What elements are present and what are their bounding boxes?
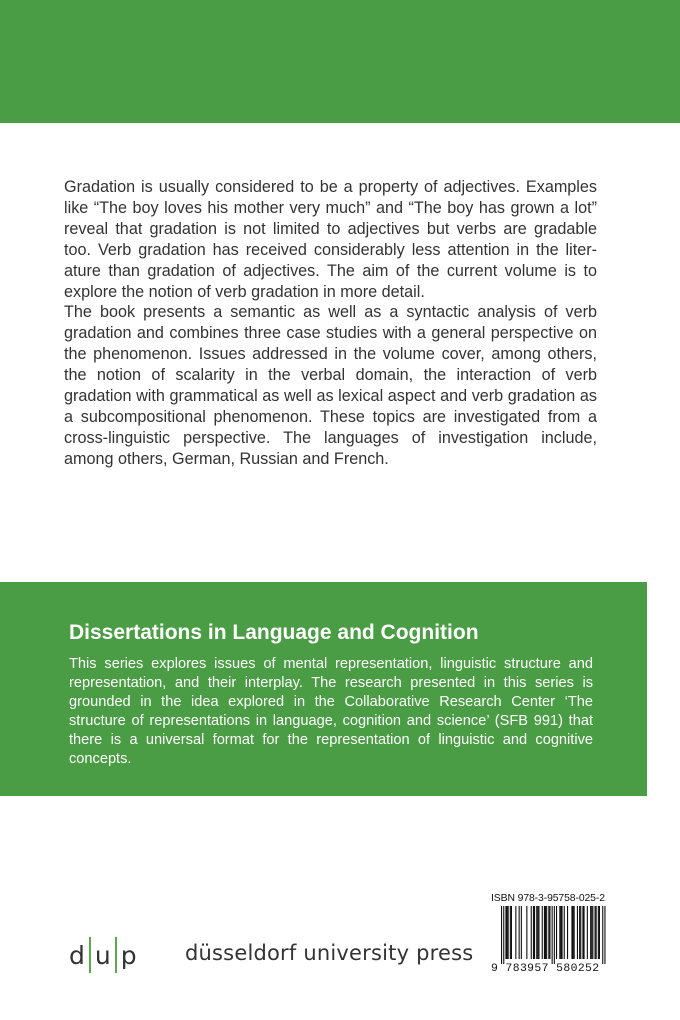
barcode-bar (526, 906, 527, 959)
barcode-bar (552, 906, 553, 964)
barcode-bar (582, 906, 583, 959)
dup-logo (69, 935, 137, 975)
barcode-bar (595, 906, 596, 959)
barcode-bar (579, 906, 580, 959)
isbn-label: ISBN 978-3-95758-025-2 (491, 893, 605, 904)
barcode-bar (559, 906, 560, 959)
blurb-paragraph-1: Gradation is usually considered to be a property of adjectives. Examples like “The boy loves his mother very much” and “The boy has grown a lot” reveal that gradation is not limited to adjectives but verbs are gradable too. Verb gradation has received considerably less attention in the literature than gradation of adjectives. The aim of the current volume is to explore the notion of verb gradation in more detail. (64, 178, 597, 301)
barcode-bar (519, 906, 520, 959)
barcode-bar (602, 906, 603, 964)
barcode-bar (549, 906, 550, 959)
barcode-bar (554, 906, 555, 964)
barcode-bar (591, 906, 592, 959)
barcode-bar (536, 906, 537, 959)
barcode-bar (508, 906, 509, 959)
barcode-bar (521, 906, 522, 959)
barcode-bar (573, 906, 574, 959)
barcode-bar (505, 906, 506, 959)
blurb-paragraph-2: The book presents a semantic as well as a syntactic analysis of verb gradation and combines three case studies with a general perspective on the phenomenon. Issues addressed in the volume cover, among others, the notion of scalarity in the verbal domain, the interaction of verb gradation with grammatical as well as lexical aspect and verb gradation as a subcompositional phenomenon. These topics are investigated from a cross-linguistic perspective. The languages of investigation include, among others, German, Russian and French. (64, 303, 597, 468)
barcode-bar (515, 906, 516, 959)
barcode-bar (587, 906, 588, 959)
barcode-bar (503, 906, 504, 964)
series-description: This series explores issues of mental representation, linguistic structure and representation, and their interplay. The research presented in this series is grounded in the idea explored in the Collaborative Research Center ‘The structure of representations in language, cognition and science’ (SFB 991) that there is a universal format for the representation of linguistic and cognitive concepts. (69, 656, 593, 767)
series-title: Dissertations in Language and Cognition (69, 621, 479, 644)
barcode-bar (556, 906, 557, 959)
barcode-bar (544, 906, 545, 959)
barcode-bar (604, 906, 605, 964)
barcode-bar (560, 906, 561, 959)
ean-digits: 9 783957 580252 (491, 963, 600, 975)
barcode-bar (590, 906, 591, 959)
barcode-bar (531, 906, 532, 959)
barcode-bar (592, 906, 593, 959)
barcode-bar (510, 906, 511, 959)
logo-letter-u: u (94, 940, 111, 970)
barcode-bar (545, 906, 546, 959)
isbn-barcode (491, 893, 615, 979)
barcode-bar (562, 906, 563, 959)
barcode-bar (596, 906, 597, 959)
barcode-bar (501, 906, 502, 964)
barcode-bar (537, 906, 538, 959)
barcode-bar (564, 906, 565, 959)
barcode-bar (574, 906, 575, 959)
barcode-bar (534, 906, 535, 959)
barcode-bar (542, 906, 543, 959)
barcode-bar (571, 906, 572, 959)
logo-separator (89, 937, 91, 973)
barcode-bar (577, 906, 578, 959)
barcode-bar (598, 906, 599, 959)
barcode-bar (507, 906, 508, 959)
barcode-bar (511, 906, 512, 959)
barcode-bars-icon (491, 906, 615, 964)
barcode-bar (546, 906, 547, 959)
logo-letter-p: p (120, 940, 137, 970)
barcode-bar (599, 906, 600, 959)
top-green-band (0, 0, 680, 123)
barcode-bar (584, 906, 585, 959)
back-cover-blurb (64, 177, 597, 470)
publisher-name: düsseldorf university press (185, 941, 474, 965)
barcode-bar (538, 906, 539, 959)
logo-letter-d: d (69, 940, 85, 970)
barcode-bar (533, 906, 534, 959)
logo-separator (115, 937, 117, 973)
barcode-bar (580, 906, 581, 959)
barcode-bar (567, 906, 568, 959)
barcode-bar (548, 906, 549, 959)
